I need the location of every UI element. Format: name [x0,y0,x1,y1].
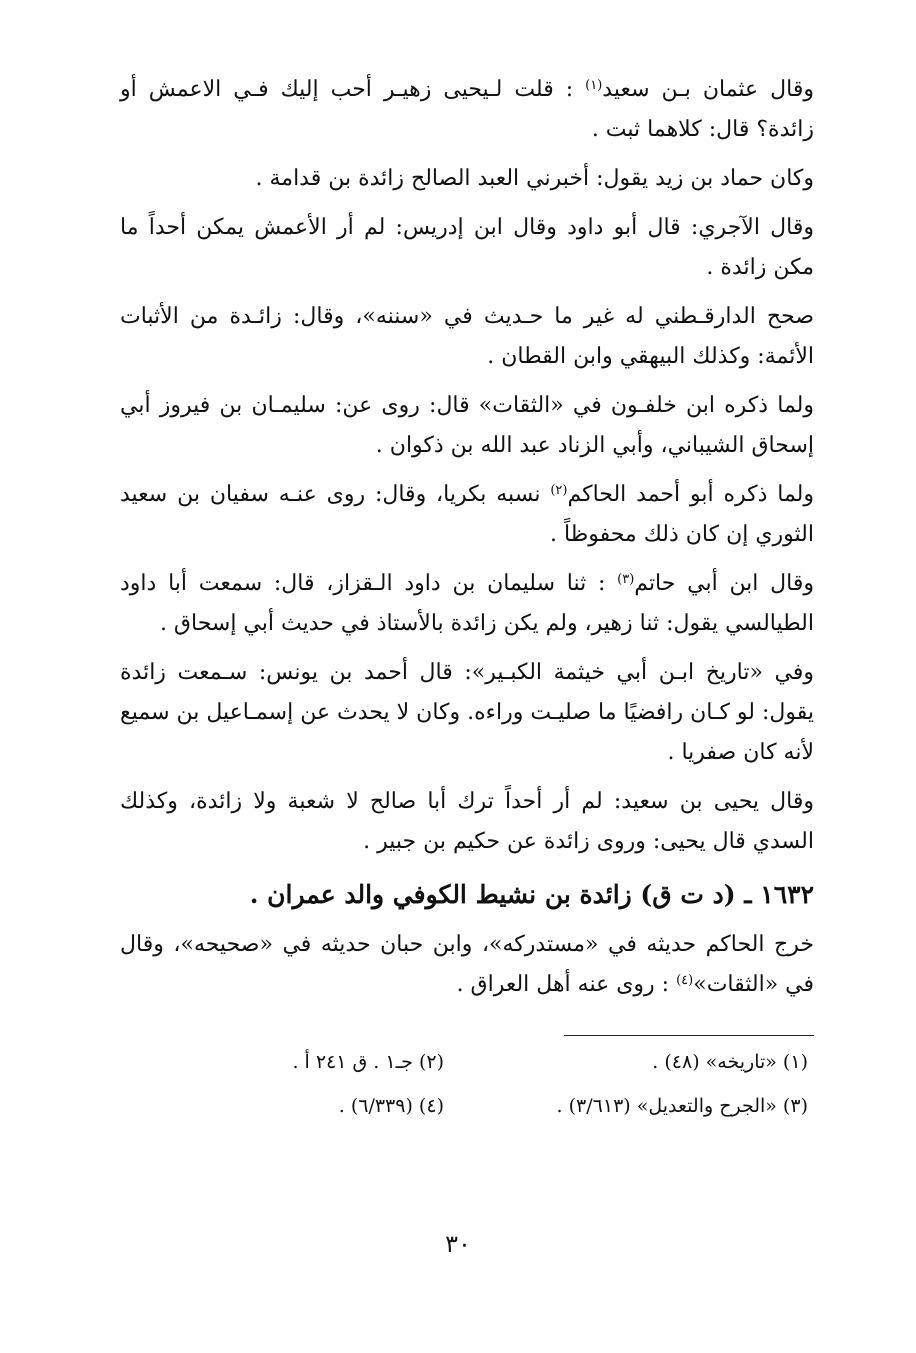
footnote-ref-3[interactable]: (٣) [617,572,635,587]
footnote-4: (٤) (٦/٣٣٩) . [338,1095,444,1117]
paragraph-abu-ahmad-al-hakim: ولما ذكره أبو أحمد الحاكم$^{(٢)}$ نسبه بكريا، وقال: روى عنـه سفيان بن سعيد الثوري إن كان ذلك محفوظاً . [120,482,815,547]
paragraph-tarikh-ibn-abi-khaythama: وفي «تاريخ ابـن أبي خيثمة الكبـير»: قال أحمد بن يونس: سـمعت زائدة يقول: لو كـان رافضيًا ما صليـت وراءه. وكان لا يحدث عن إسمـاعيل بن سميع لأنه كان صفريا . [120,660,814,765]
page-number: ٣٠ [445,1230,471,1258]
footnote-divider [564,1035,814,1036]
paragraph-uthman-ibn-said: وقال عثمان بـن سعيد$^{(١)}$ : قلت لـيحيى زهيـر أحب إليك فـي الاعمش أو زائدة؟ قال: كلاهما ثبت . [120,77,815,142]
paragraph-entry-body: خرج الحاكم حديثه في «مستدركه»، وابن حبان حديثه في «صحيحه»، وقال في «الثقات»$^{(٤)}$ : روى عنه أهل العراق . [120,932,814,997]
paragraph-al-ajurri: وقال الآجري: قال أبو داود وقال ابن إدريس: لم أر الأعمش يمكن أحداً ما مكن زائدة . [120,215,814,280]
footnote-ref-2[interactable]: (٢) [550,483,568,498]
entry-heading: ١٦٣٢ ـ (د ت ق) زائدة بن نشيط الكوفي والد عمران . [249,880,814,909]
footnote-1: (١) «تاريخه» (٤٨) . [652,1051,808,1073]
footnote-ref-1[interactable]: (١) [585,78,603,93]
paragraph-ibn-khalfun: ولما ذكره ابن خلفـون في «الثقات» قال: روى عن: سليمـان بن فيروز أبي إسحاق الشيباني، وأبي الزناد عبد الله بن ذكوان . [120,393,814,458]
paragraph-al-daraqutni: صحح الدارقـطني له غير ما حـديث في «سننه»، وقال: زائـدة من الأثبات الأئمة: وكذلك البيهقي وابن القطان . [120,304,814,369]
footnote-3: (٣) «الجرح والتعديل» (٣/٦١٣) . [556,1095,808,1117]
paragraph-hammad-ibn-zayd: وكان حماد بن زيد يقول: أخبرني العبد الصالح زائدة بن قدامة . [255,166,814,191]
paragraph-yahya-ibn-said: وقال يحيى بن سعيد: لم أر أحداً ترك أبا صالح لا شعبة ولا زائدة، وكذلك السدي قال يحيى: وروى زائدة عن حكيم بن جبير . [120,789,814,854]
footnotes [120,1042,814,1126]
footnote-2: (٢) جـ١ . ق ٢٤١ أ . [292,1051,444,1073]
paragraph-ibn-abi-hatim: وقال ابن أبي حاتم$^{(٣)}$ : ثنا سليمان بن داود الـقزاز، قال: سمعت أبا داود الطيالسي يقول: ثنا زهير، ولم يكن زائدة بالأستاذ في حديث أبي إسحاق . [120,571,815,636]
footnote-ref-4[interactable]: (٤) [676,973,694,988]
